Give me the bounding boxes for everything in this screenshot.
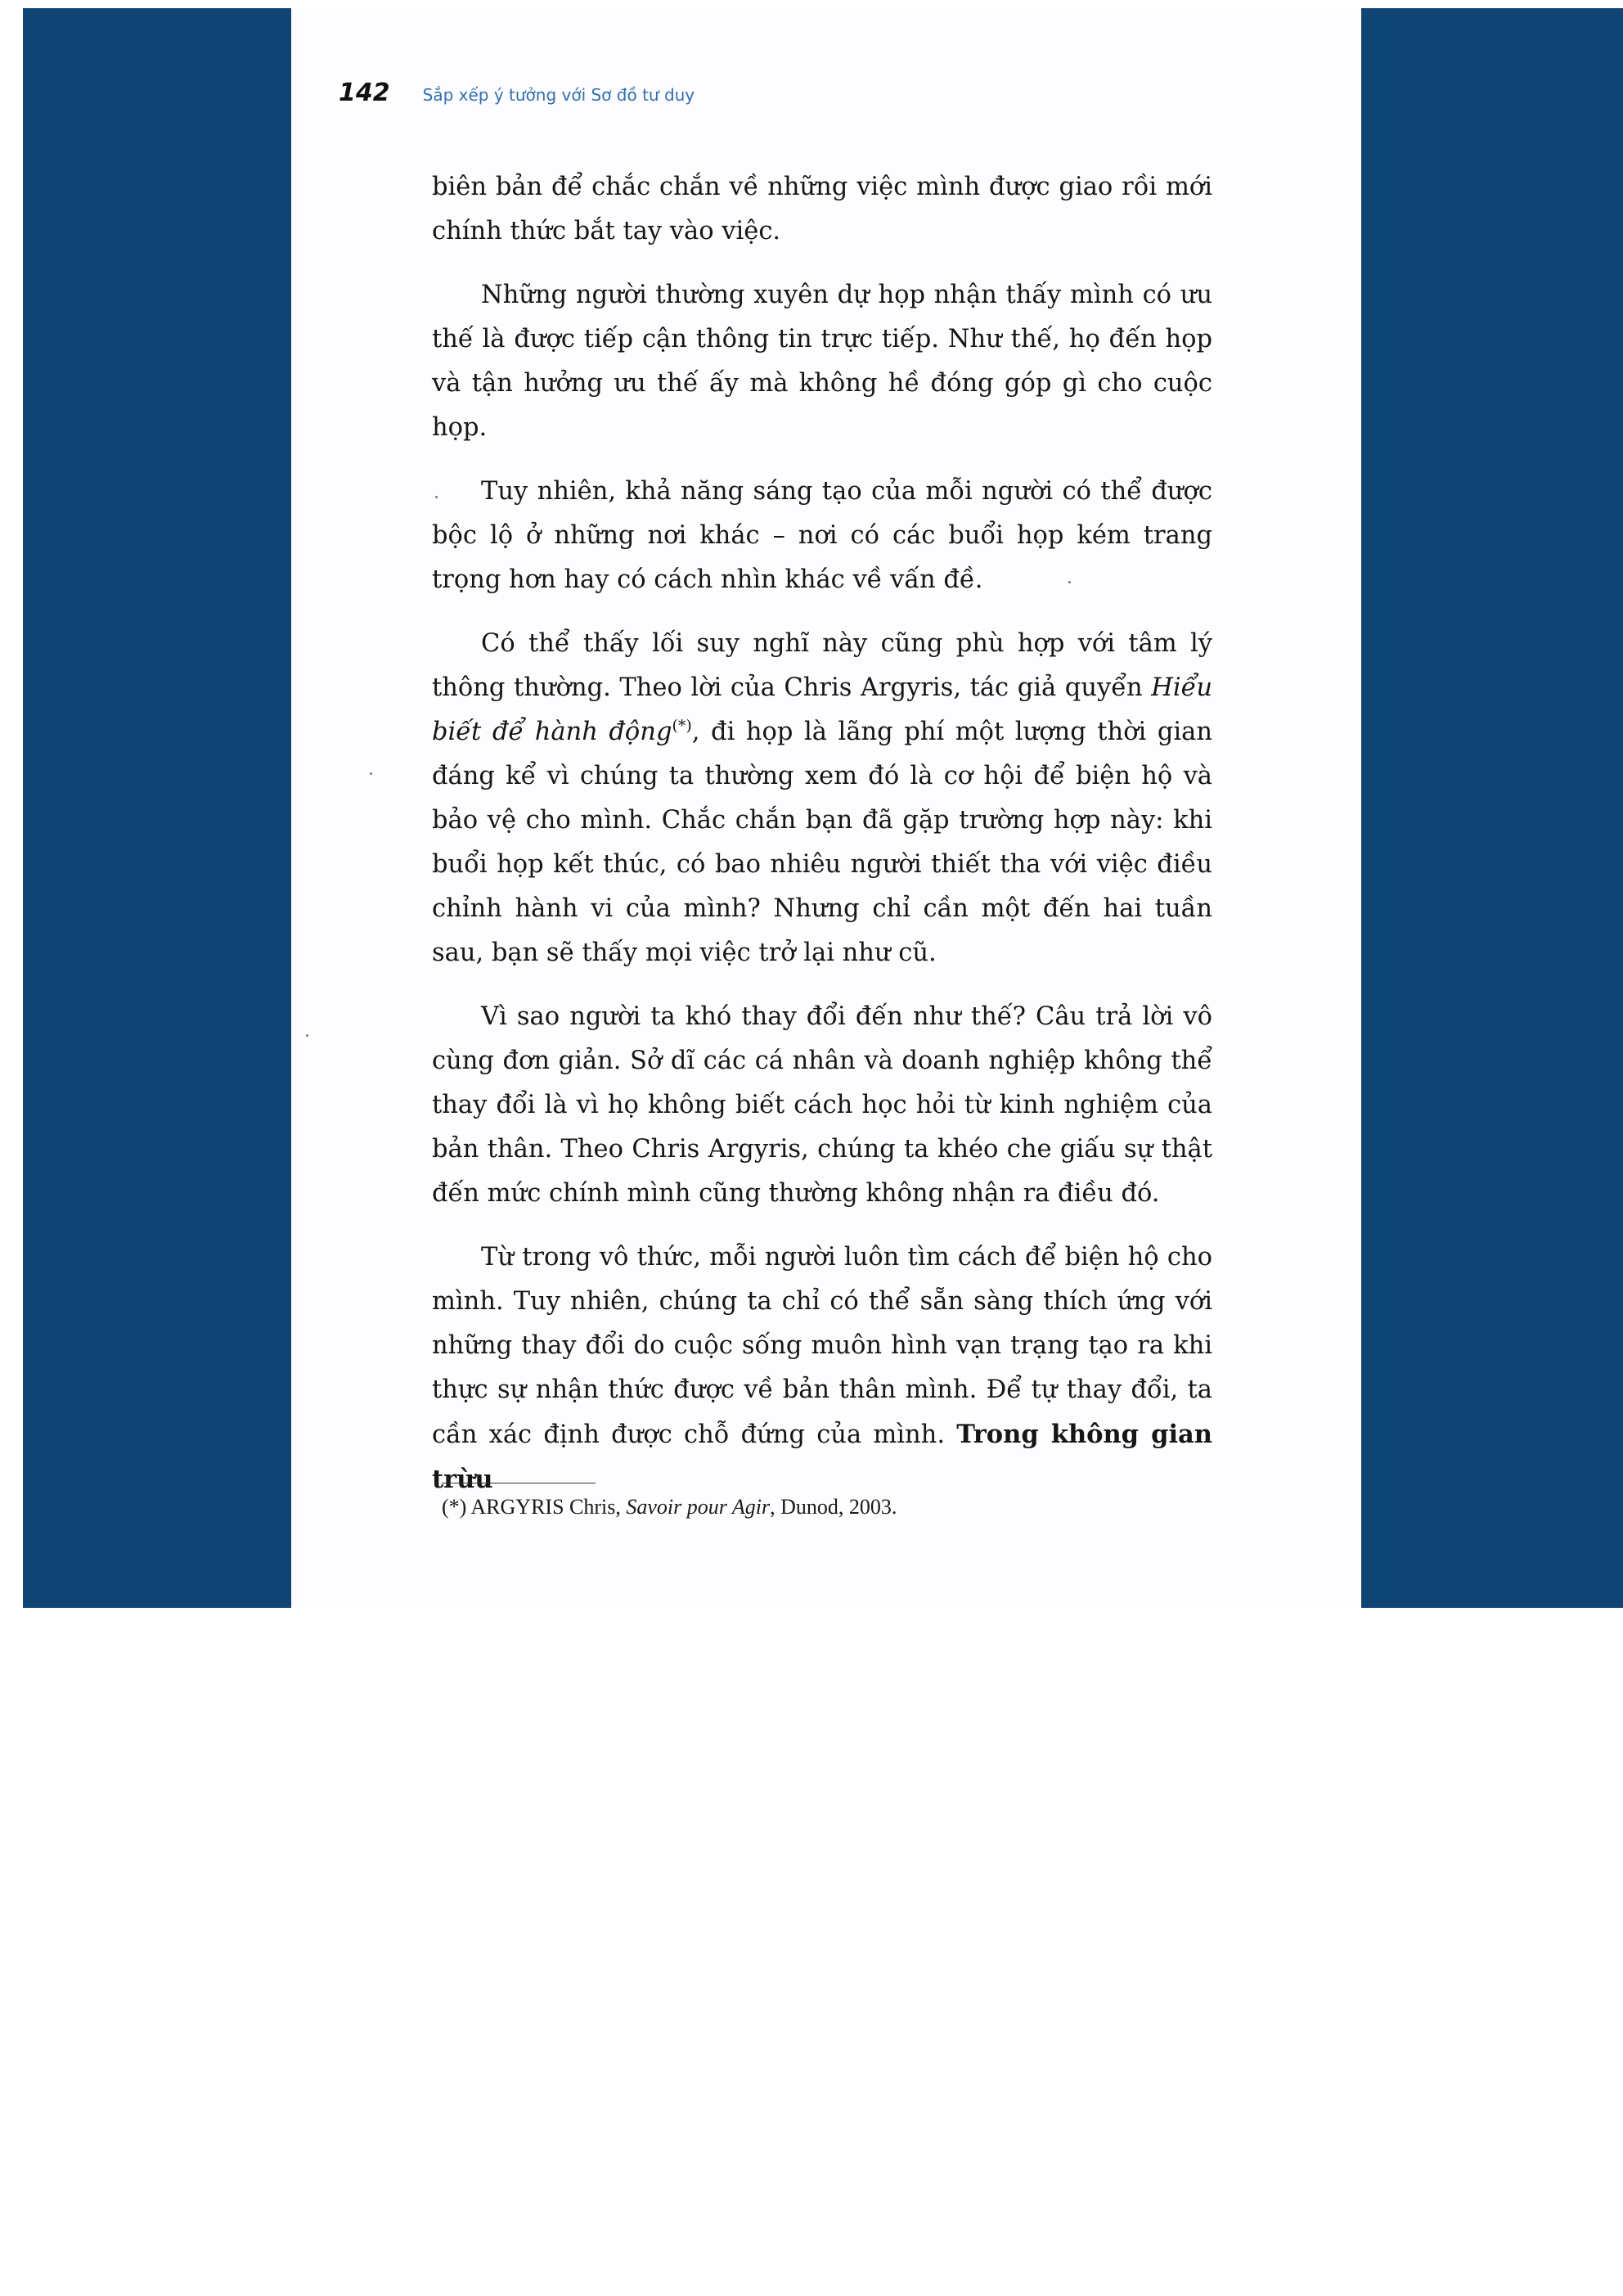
running-title: Sắp xếp ý tưởng với Sơ đồ tư duy	[422, 85, 695, 105]
footnote-marker: (*)	[442, 1495, 467, 1519]
footnote-author: ARGYRIS Chris,	[466, 1495, 627, 1519]
scan-speck	[306, 1034, 308, 1037]
footnote-rest: , Dunod, 2003.	[770, 1495, 897, 1519]
paragraph-4-text-b: , đi họp là lãng phí một lượng thời gian đáng kể vì chúng ta thường xem đó là cơ hội để biện hộ và bảo vệ cho mình. Chắc chắn bạn đã gặp trường hợp này: khi buổi họp kết thúc, có bao nhiêu người thiết tha với việc điều chỉnh hành vi của mình? Nhưng chỉ cần một đến hai tuần sau, bạn sẽ thấy mọi việc trở lại như cũ.	[432, 718, 1212, 967]
paragraph-6-text: Từ trong vô thức, mỗi người luôn tìm cách để biện hộ cho mình. Tuy nhiên, chúng ta chỉ có thể sẵn sàng thích ứng với những thay đổi do cuộc sống muôn hình vạn trạng tạo ra khi thực sự nhận thức được về bản thân mình. Để tự thay đổi, ta cần xác định được chỗ đứng của mình.	[432, 1243, 1212, 1449]
paragraph-5: Vì sao người ta khó thay đổi đến như thế? Câu trả lời vô cùng đơn giản. Sở dĩ các cá nhân và doanh nghiệp không thể thay đổi là vì họ không biết cách học hỏi từ kinh nghiệm của bản thân. Theo Chris Argyris, chúng ta khéo che giấu sự thật đến mức chính mình cũng thường không nhận ra điều đó.	[432, 1002, 1212, 1208]
footnote	[442, 1492, 1211, 1522]
paragraph-2: Những người thường xuyên dự họp nhận thấy mình có ưu thế là được tiếp cận thông tin trực tiếp. Như thế, họ đến họp và tận hưởng ưu thế ấy mà không hề đóng góp gì cho cuộc họp.	[432, 281, 1212, 442]
scan-speck	[1068, 581, 1071, 583]
scan-speck	[370, 772, 372, 775]
paragraph-4	[432, 622, 1212, 975]
footnote-ref: (*)	[672, 716, 692, 735]
scan-speck	[435, 496, 438, 498]
paragraph-4-text-a: Có thể thấy lối suy nghĩ này cũng phù hợp với tâm lý thông thường. Theo lời của Chris Argyris, tác giả quyển	[432, 629, 1212, 702]
footnote-title: Savoir pour Agir	[626, 1495, 771, 1519]
paragraph-1: biên bản để chắc chắn về những việc mình được giao rồi mới chính thức bắt tay vào việc.	[432, 173, 1212, 245]
page-number: 142	[339, 79, 390, 107]
running-head	[339, 79, 695, 119]
paragraph-6	[432, 1236, 1212, 1502]
bold-phrase: Trong không gian trừu	[432, 1420, 1212, 1494]
book-title: Hiểu biết để hành động	[432, 673, 1212, 746]
body-text	[432, 165, 1212, 1522]
paragraph-3: Tuy nhiên, khả năng sáng tạo của mỗi người có thể được bộc lộ ở những nơi khác – nơi có các buổi họp kém trang trọng hơn hay có cách nhìn khác về vấn đề.	[432, 477, 1212, 594]
